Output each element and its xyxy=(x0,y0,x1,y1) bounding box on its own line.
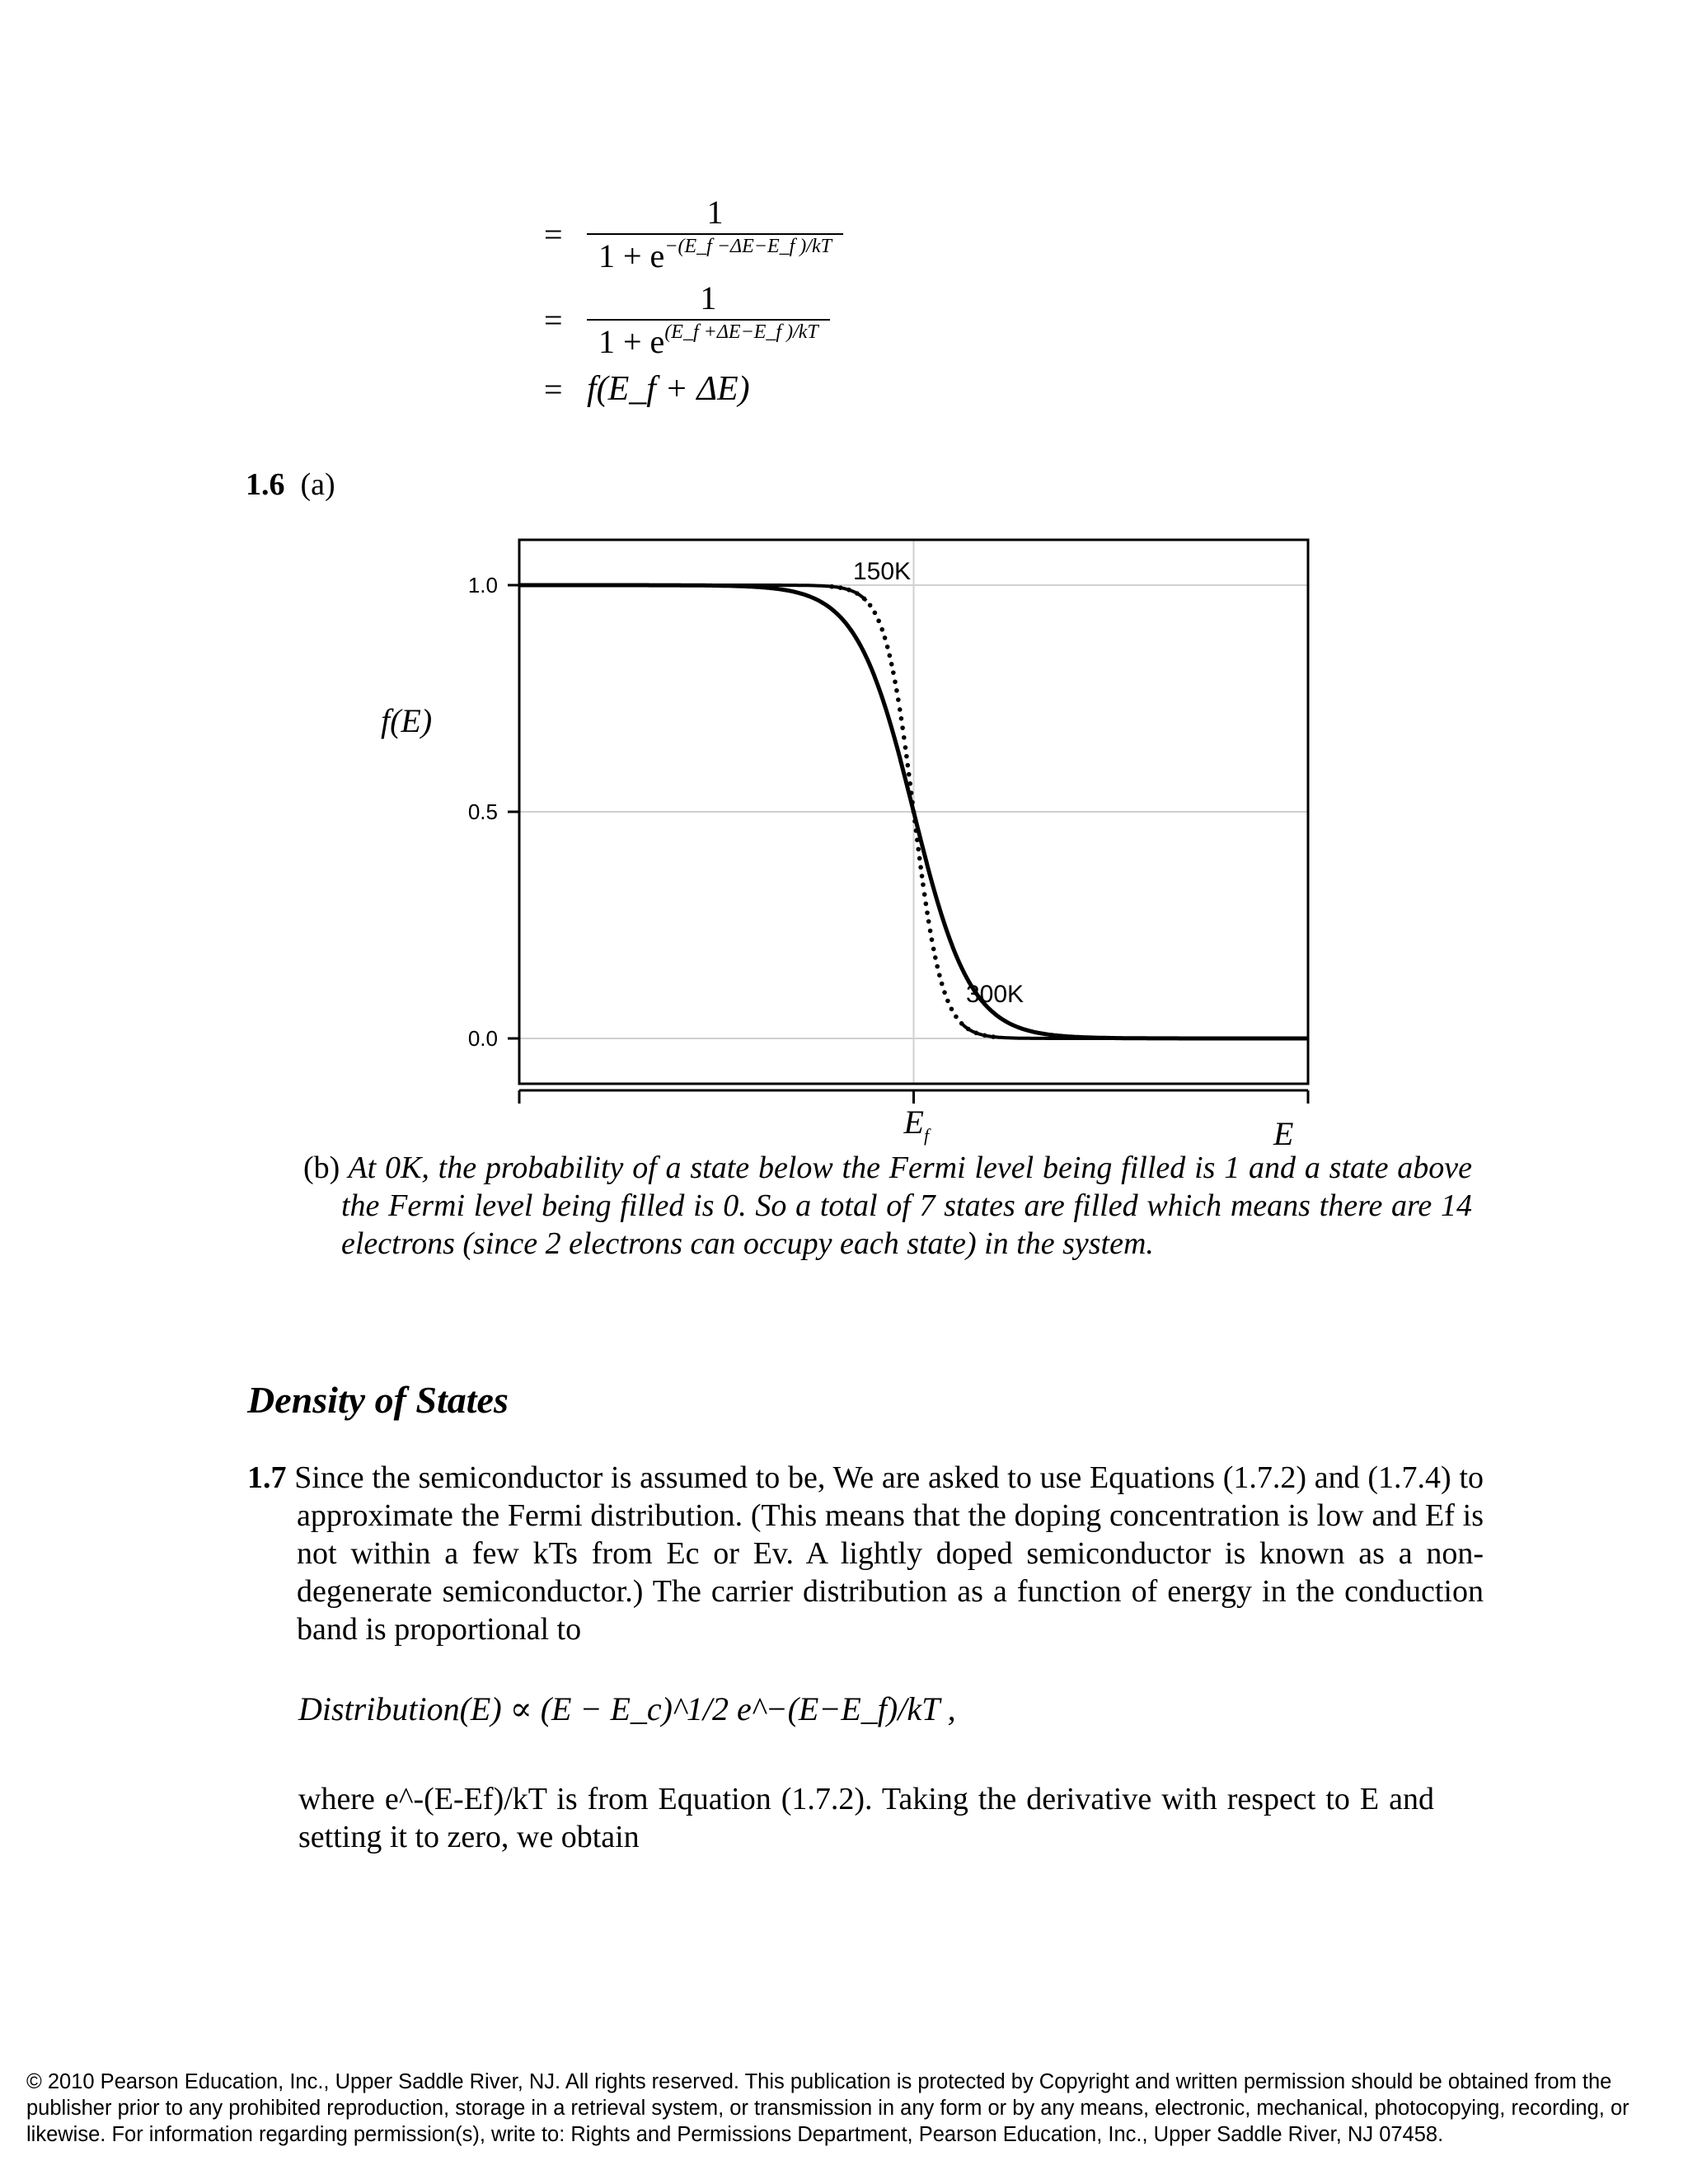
series-dot xyxy=(925,911,930,916)
series-dot xyxy=(933,955,938,960)
series-dot xyxy=(889,662,894,667)
series-dot xyxy=(930,937,935,942)
series-dot xyxy=(879,627,884,632)
series-dot xyxy=(942,990,947,995)
series-dot xyxy=(896,697,901,702)
series-dot xyxy=(902,735,907,740)
series-dot xyxy=(921,883,926,888)
fraction-denominator: $1 + e^{-(E\_f -\Delta E-E\_f )/kT}$ xyxy=(587,233,843,275)
x-axis-title: E xyxy=(1273,1115,1294,1152)
series-dot xyxy=(893,679,898,684)
fraction-numerator: 1 xyxy=(700,279,717,316)
series-dot xyxy=(926,919,931,924)
series-dot xyxy=(898,707,903,712)
chart-labels xyxy=(381,558,1293,1152)
x-tick-label-fermi: $E_f$ xyxy=(903,1104,930,1146)
part-b-text: At 0K, the probability of a state below the Fermi level being filled is 1 and a state above the Fermi level being filled is 0. So a total of 7 states are filled which means there are 14 electrons (since 2 electrons can occupy each state) in the system. xyxy=(341,1151,1472,1261)
series-dot xyxy=(931,947,936,952)
y-axis-ticks xyxy=(468,573,519,1051)
problem-number: 1.7 xyxy=(247,1460,287,1495)
y-tick-label: 1.0 xyxy=(467,573,498,598)
equals-sign: = xyxy=(544,215,563,253)
exponent: (E_f +ΔE−E_f )/kT xyxy=(664,321,818,343)
fraction-denominator: $1 + e^{(E\_f +\Delta E-E\_f )/kT}$ xyxy=(587,319,830,361)
series-dot xyxy=(950,1006,954,1011)
equation-result: f(E_f + ΔE) xyxy=(587,370,750,408)
distribution-formula: Distribution(E) ∝ (E − E_c)^1/2 e^−(E−E_f)/kT , xyxy=(298,1690,956,1727)
problem-1-6-label: 1.6 (a) xyxy=(246,467,335,502)
series-dot xyxy=(928,929,933,934)
series-dot xyxy=(920,874,925,879)
series-dot xyxy=(954,1015,959,1019)
copyright-footer: © 2010 Pearson Education, Inc., Upper Saddle River, NJ. All rights reserved. This publication is protected by Copyright and written permission should be obtained from the publisher prior to any prohibited reproduction, storage in a retrieval system, or transmission in any form or by any means, electronic, mechanical, photocopying, recording, or likewise. For information regarding permission(s), write to: Rights and Permissions Department, Pearson Education, Inc., Upper Saddle River, NJ 07458. xyxy=(26,2070,1629,2146)
part-b-label: (b) xyxy=(303,1151,340,1185)
series-dot xyxy=(899,716,904,721)
series-dot xyxy=(907,772,912,777)
series-dot xyxy=(918,865,923,870)
series-dot xyxy=(903,745,908,750)
series-dot xyxy=(906,763,911,768)
y-tick-label: 0.0 xyxy=(467,1026,498,1051)
series-dot xyxy=(945,999,950,1004)
series-dot xyxy=(876,619,881,624)
problem-1-6b-paragraph xyxy=(303,1149,1472,1263)
series-dot xyxy=(922,892,927,897)
series-dot xyxy=(940,982,945,987)
y-axis-title: f(E) xyxy=(381,702,433,739)
series-dot xyxy=(894,688,899,693)
exponent: −(E_f −ΔE−E_f )/kT xyxy=(664,236,832,257)
fraction-numerator: 1 xyxy=(706,194,724,231)
series-dot xyxy=(937,972,942,977)
series-dot xyxy=(924,902,929,907)
series-dot xyxy=(868,603,873,608)
y-tick-label: 0.5 xyxy=(467,799,498,824)
series-dot xyxy=(888,654,893,658)
x-axis xyxy=(519,1090,1308,1104)
series-dot xyxy=(916,847,921,852)
series-dot xyxy=(904,754,909,759)
series-label-300K: 300K xyxy=(966,981,1025,1008)
series-dot xyxy=(885,644,890,649)
series-dot xyxy=(873,611,878,616)
equals-sign: = xyxy=(544,370,563,408)
series-dot xyxy=(891,670,896,675)
section-title: Density of States xyxy=(247,1379,509,1421)
where-paragraph: where e^-(E-Ef)/kT is from Equation (1.7.2). Taking the derivative with respect to E and setting it to zero, we obtain xyxy=(298,1782,1434,1854)
series-label-150K: 150K xyxy=(853,558,912,585)
problem-1-7-paragraph xyxy=(247,1459,1484,1648)
problem-1-7-text: Since the semiconductor is assumed to be, We are asked to use Equations (1.7.2) and (1.7.4) to approximate the Fermi distribution. (This means that the doping concentration is low and Ef is not within a few kTs from Ec or Ev. A lightly doped semiconductor is known as a non-degenerate semiconductor.) The carrier distribution as a function of energy in the conduction band is proportional to xyxy=(294,1460,1484,1647)
series-dot xyxy=(917,856,922,861)
series-dot xyxy=(900,725,905,730)
series-dot xyxy=(883,635,888,640)
equals-sign: = xyxy=(544,301,563,339)
series-dot xyxy=(935,964,940,969)
